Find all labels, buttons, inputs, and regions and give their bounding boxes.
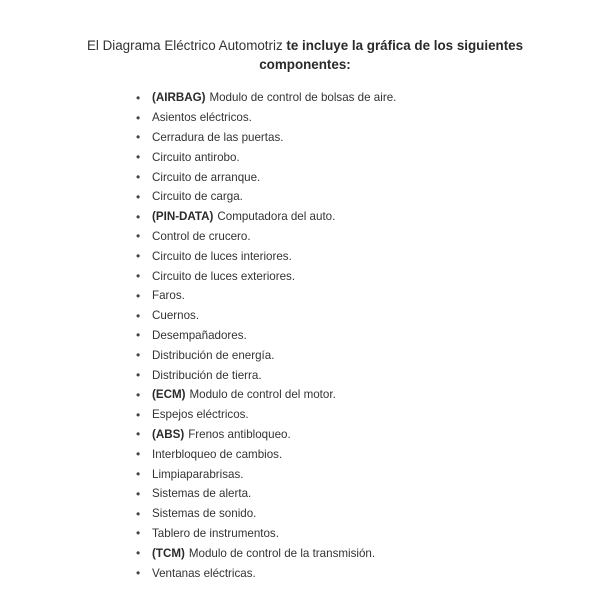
list-item bbox=[136, 405, 396, 425]
bullet-icon: • bbox=[136, 368, 141, 383]
list-item bbox=[136, 345, 396, 365]
intro-bold-text-line2: componentes: bbox=[259, 57, 351, 72]
bullet-icon: • bbox=[136, 170, 141, 185]
bullet-icon: • bbox=[136, 249, 141, 264]
list-item bbox=[136, 543, 396, 563]
component-label: Circuito de carga. bbox=[152, 190, 243, 204]
bullet-icon: • bbox=[136, 308, 141, 323]
bullet-icon: • bbox=[136, 526, 141, 541]
bullet-icon: • bbox=[136, 407, 141, 422]
component-label: Espejos eléctricos. bbox=[152, 408, 249, 422]
bullet-icon: • bbox=[136, 427, 141, 442]
bullet-icon: • bbox=[136, 209, 141, 224]
bullet-icon: • bbox=[136, 506, 141, 521]
bullet-icon: • bbox=[136, 467, 141, 482]
component-code: (TCM) bbox=[152, 546, 185, 560]
intro-bold-text: te incluye la gráfica de los siguientes bbox=[286, 38, 524, 53]
component-label: Cuernos. bbox=[152, 309, 200, 323]
component-label: Distribución de tierra. bbox=[152, 368, 262, 382]
list-item bbox=[136, 128, 396, 148]
component-label: Ventanas eléctricas. bbox=[152, 566, 256, 580]
component-label: Cerradura de las puertas. bbox=[152, 130, 284, 144]
list-item bbox=[136, 246, 396, 266]
bullet-icon: • bbox=[136, 447, 141, 462]
list-item bbox=[136, 88, 396, 108]
component-code: (ABS) bbox=[152, 427, 185, 441]
bullet-icon: • bbox=[136, 546, 141, 561]
component-label: Modulo de control de bolsas de aire. bbox=[209, 91, 397, 105]
component-label: Sistemas de sonido. bbox=[152, 507, 257, 521]
list-item bbox=[136, 147, 396, 167]
bullet-icon: • bbox=[136, 387, 141, 402]
bullet-icon: • bbox=[136, 348, 141, 363]
component-code: (ECM) bbox=[152, 388, 186, 402]
list-item bbox=[136, 266, 396, 286]
component-label: Desempañadores. bbox=[152, 328, 247, 342]
bullet-icon: • bbox=[136, 150, 141, 165]
component-label: Asientos eléctricos. bbox=[152, 111, 252, 125]
component-code: (AIRBAG) bbox=[152, 91, 206, 105]
component-label: Interbloqueo de cambios. bbox=[152, 447, 283, 461]
component-label: Limpiaparabrisas. bbox=[152, 467, 244, 481]
list-item bbox=[136, 464, 396, 484]
component-label: Distribución de energía. bbox=[152, 348, 275, 362]
component-label: Modulo de control del motor. bbox=[189, 388, 336, 402]
bullet-icon: • bbox=[136, 110, 141, 125]
list-item bbox=[136, 484, 396, 504]
list-item bbox=[136, 306, 396, 326]
bullet-icon: • bbox=[136, 486, 141, 501]
bullet-icon: • bbox=[136, 130, 141, 145]
component-label: Circuito de arranque. bbox=[152, 170, 261, 184]
list-item bbox=[136, 227, 396, 247]
list-item bbox=[136, 207, 396, 227]
component-code: (PIN-DATA) bbox=[152, 210, 214, 224]
component-label: Circuito antirobo. bbox=[152, 150, 240, 164]
list-item bbox=[136, 365, 396, 385]
component-label: Tablero de instrumentos. bbox=[152, 526, 279, 540]
component-label: Circuito de luces interiores. bbox=[152, 249, 292, 263]
bullet-icon: • bbox=[136, 90, 141, 105]
list-item bbox=[136, 108, 396, 128]
component-label: Control de crucero. bbox=[152, 229, 251, 243]
component-label: Modulo de control de la transmisión. bbox=[188, 546, 376, 560]
list-item bbox=[136, 524, 396, 544]
intro-plain-text: El Diagrama Eléctrico Automotriz bbox=[86, 38, 283, 53]
list-item bbox=[136, 444, 396, 464]
bullet-icon: • bbox=[136, 229, 141, 244]
component-list bbox=[136, 88, 396, 583]
bullet-icon: • bbox=[136, 288, 141, 303]
component-label: Computadora del auto. bbox=[217, 210, 336, 224]
component-label: Faros. bbox=[152, 289, 185, 303]
bullet-icon: • bbox=[136, 189, 141, 204]
list-item bbox=[136, 385, 396, 405]
list-item bbox=[136, 286, 396, 306]
list-item bbox=[136, 504, 396, 524]
list-item bbox=[136, 425, 396, 445]
list-item bbox=[136, 563, 396, 583]
intro-paragraph bbox=[70, 36, 540, 74]
component-label: Frenos antibloqueo. bbox=[188, 427, 291, 441]
bullet-icon: • bbox=[136, 328, 141, 343]
list-item bbox=[136, 167, 396, 187]
component-label: Sistemas de alerta. bbox=[152, 487, 252, 501]
list-item bbox=[136, 187, 396, 207]
bullet-icon: • bbox=[136, 269, 141, 284]
component-label: Circuito de luces exteriores. bbox=[152, 269, 296, 283]
list-item bbox=[136, 326, 396, 346]
bullet-icon: • bbox=[136, 566, 141, 581]
